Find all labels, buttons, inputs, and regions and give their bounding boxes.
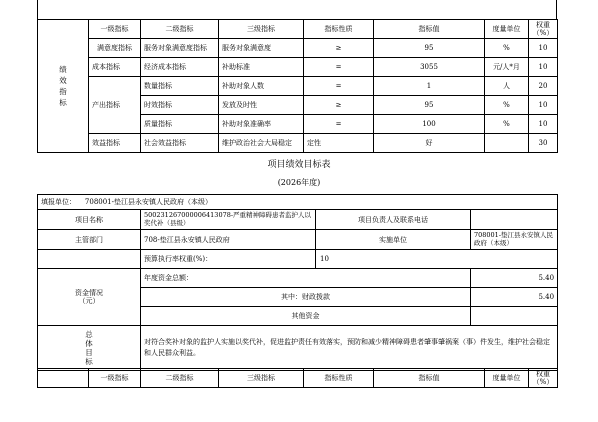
cell-level2: 数量指标 xyxy=(141,77,219,96)
reporting-unit-row xyxy=(38,195,558,210)
header-level1: 一级指标 xyxy=(89,369,141,388)
cell-weight: 30 xyxy=(529,134,558,153)
header-weight: 权重（%） xyxy=(529,20,558,39)
cell-level3: 补助对象人数 xyxy=(219,77,304,96)
cell-level3: 发放及时性 xyxy=(219,96,304,115)
table-header-row xyxy=(38,369,558,388)
header-value: 指标值 xyxy=(374,369,485,388)
performance-indicator-table xyxy=(37,19,558,153)
contact-value xyxy=(471,210,558,230)
table-header-row xyxy=(38,20,558,39)
budget-weight-row xyxy=(38,250,558,269)
header-level1: 一级指标 xyxy=(89,20,141,39)
project-name-value: 500231267000006413078-严重精神障碍患者监护人以奖代补（县级） xyxy=(141,210,316,230)
header-unit: 度量单位 xyxy=(485,369,529,388)
cell-weight: 10 xyxy=(529,96,558,115)
contact-label: 项目负责人及联系电话 xyxy=(316,210,471,230)
table-row xyxy=(38,134,558,153)
page-title: 项目绩效目标表 xyxy=(267,160,331,170)
cell-unit: 元/人*月 xyxy=(485,58,529,77)
cell-value: 好 xyxy=(374,134,485,153)
header-nature: 指标性质 xyxy=(304,20,374,39)
goal-text: 对符合奖补对象的监护人实施以奖代补，促进监护责任有效落实，预防和减少精神障碍患者肇事肇祸案（事）件发生，维护社会稳定和人民群众利益。 xyxy=(141,326,558,371)
cell-unit: % xyxy=(485,39,529,58)
cell-weight: 20 xyxy=(529,77,558,96)
cell-level2: 社会效益指标 xyxy=(141,134,219,153)
bottom-indicator-table xyxy=(37,368,558,388)
fiscal-label: 其中：财政拨款 xyxy=(141,288,471,307)
header-level2: 二级指标 xyxy=(141,369,219,388)
table-row xyxy=(38,39,558,58)
project-name-row xyxy=(38,210,558,230)
cell-nature: = xyxy=(304,77,374,96)
header-level3: 三级指标 xyxy=(219,20,304,39)
cell-unit: 人 xyxy=(485,77,529,96)
cell-level2: 时效指标 xyxy=(141,96,219,115)
header-weight: 权重（%） xyxy=(529,369,558,388)
fiscal-value: 5.40 xyxy=(471,288,558,307)
fund-annual-row xyxy=(38,269,558,288)
overall-goal-row xyxy=(38,326,558,371)
other-label: 其他资金 xyxy=(141,307,471,326)
cell-level3: 服务对象满意度 xyxy=(219,39,304,58)
header-level3: 三级指标 xyxy=(219,369,304,388)
blank-cell xyxy=(38,250,141,269)
budget-weight-value: 10 xyxy=(316,250,558,269)
fund-label: 资金情况 （元） xyxy=(38,269,141,326)
cell-weight: 10 xyxy=(529,58,558,77)
annual-total-value: 5.40 xyxy=(471,269,558,288)
cell-level1: 成本指标 xyxy=(89,58,141,77)
project-info-table xyxy=(37,194,558,371)
dept-label: 主管部门 xyxy=(38,230,141,250)
page-subtitle-year: (2026年度) xyxy=(277,178,321,187)
reporting-unit xyxy=(38,195,558,210)
cell-level2: 质量指标 xyxy=(141,115,219,134)
cell-level3: 维护政治社会大局稳定 xyxy=(219,134,304,153)
table-row xyxy=(38,77,558,96)
project-name-label: 项目名称 xyxy=(38,210,141,230)
cell-value: 1 xyxy=(374,77,485,96)
cell-unit: % xyxy=(485,115,529,134)
cell-level1: 产出指标 xyxy=(89,77,141,134)
cell-nature: ≥ xyxy=(304,39,374,58)
table-row xyxy=(38,58,558,77)
cell-weight: 10 xyxy=(529,39,558,58)
top-table-continuation xyxy=(37,0,557,19)
cell-nature: 定性 xyxy=(304,134,374,153)
other-value xyxy=(471,307,558,326)
cell-level3: 补助对象准确率 xyxy=(219,115,304,134)
impl-value: 708001-垫江县永安镇人民政府（本级） xyxy=(471,230,558,250)
side-label-cell xyxy=(38,369,89,388)
header-unit: 度量单位 xyxy=(485,20,529,39)
department-row xyxy=(38,230,558,250)
cell-level2: 经济成本指标 xyxy=(141,58,219,77)
cell-value: 95 xyxy=(374,39,485,58)
cell-level1: 效益指标 xyxy=(89,134,141,153)
cell-level3: 补助标准 xyxy=(219,58,304,77)
cell-nature: = xyxy=(304,115,374,134)
reporting-unit-label: 填报单位： xyxy=(41,198,76,206)
cell-unit: % xyxy=(485,96,529,115)
dept-value: 708-垫江县永安镇人民政府 xyxy=(141,230,316,250)
header-level2: 二级指标 xyxy=(141,20,219,39)
header-value: 指标值 xyxy=(374,20,485,39)
cell-nature: ≥ xyxy=(304,96,374,115)
impl-label: 实施单位 xyxy=(316,230,471,250)
goal-label: 总 体 目 标 xyxy=(38,326,141,371)
side-label-performance: 绩 效 指 标 xyxy=(38,20,89,153)
cell-unit xyxy=(485,134,529,153)
reporting-unit-value: 708001-垫江县永安镇人民政府（本级） xyxy=(84,198,212,206)
budget-weight-label: 预算执行率权重(%)： xyxy=(141,250,316,269)
header-nature: 指标性质 xyxy=(304,369,374,388)
cell-value: 95 xyxy=(374,96,485,115)
cell-value: 100 xyxy=(374,115,485,134)
cell-level2: 服务对象满意度指标 xyxy=(141,39,219,58)
cell-weight: 10 xyxy=(529,115,558,134)
annual-total-label: 年度资金总额： xyxy=(141,269,471,288)
cell-value: 3055 xyxy=(374,58,485,77)
cell-level1: 满意度指标 xyxy=(89,39,141,58)
cell-nature: = xyxy=(304,58,374,77)
